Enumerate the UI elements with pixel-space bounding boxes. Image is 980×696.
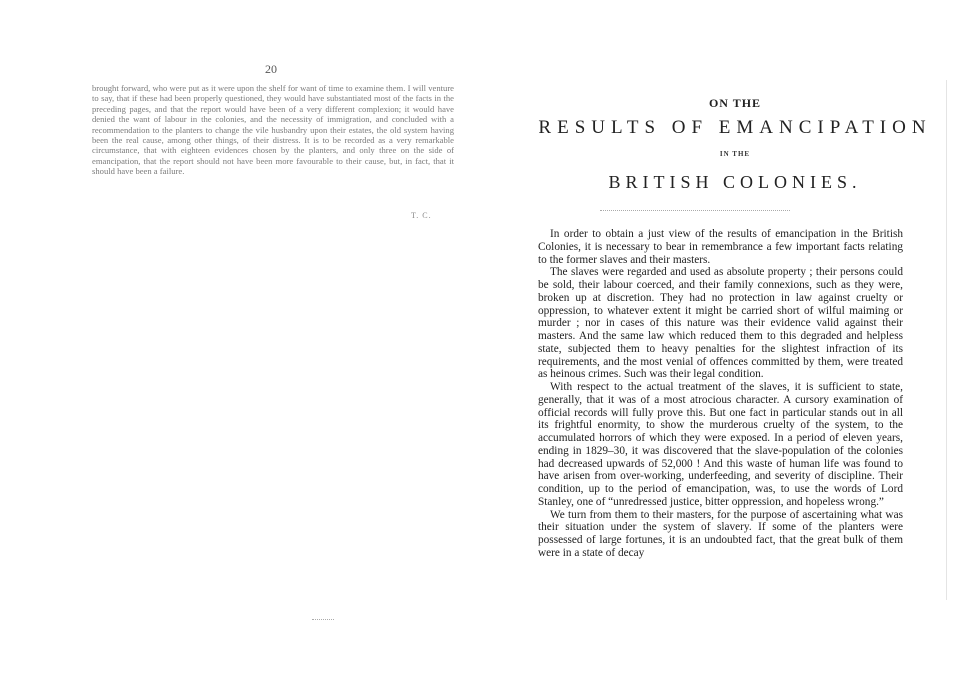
body-paragraph-3: With respect to the actual treatment of the slaves, it is sufficient to state, generally, that it was of a most atrocious character. A cursory examination of official records will fully prove this. But one fact in particular stands out in all its frightful enormity, to show the murderous cruelty of the system, to the accumulated horrors of which they were exposed. In a period of eleven years, ending in 1829–30, it was discovered that the slave-population of the colonies had decreased upwards of 52,000 ! And this waste of human life was found to have arisen from over-working, underfeeding, and severity of discipline. Their condition, up to the period of emancipation, was, to use the words of Lord Stanley, one of “unredressed justice, bitter oppression, and hopeless wrong.”	[538, 381, 903, 508]
left-page-text	[92, 83, 454, 177]
smudge-mark	[312, 619, 334, 620]
title-rule	[600, 210, 790, 211]
title-results-of-emancipation: RESULTS OF EMANCIPATION	[538, 117, 932, 138]
page-number: 20	[265, 62, 277, 76]
body-paragraph-1: In order to obtain a just view of the results of emancipation in the British Colonies, it is necessary to bear in remembrance a few important facts relating to the former slaves and their masters.	[538, 228, 903, 266]
article-body	[538, 228, 903, 560]
title-in-the: IN THE	[719, 150, 751, 158]
body-paragraph-2: The slaves were regarded and used as absolute property ; their persons could be sold, their labour coerced, and their family connexions, such as they were, broken up at discretion. They had no protection in law against cruelty or oppression, to whatever extent it might be carried short of wilful maiming or murder ; nor in cases of this nature was their evidence valid against their masters. And the same law which reduced them to this degraded and helpless state, subjected them to heavy penalties for the slightest infraction of its requirements, and the most venial of offences committed by them, were treated as heinous crimes. Such was their legal condition.	[538, 266, 903, 381]
page-edge-shadow	[946, 80, 947, 600]
left-paragraph: brought forward, who were put as it were upon the shelf for want of time to examine them. I will venture to say, that if these had been properly questioned, they would have substantiated most of the facts in the preceding pages, and that the report would have been of a very different complexion; it would have denied the want of labour in the colonies, and the necessity of immigration, and concluded with a recommendation to the planters to change the vile husbandry upon their estates, the old system having been the real cause, among other things, of their distress. It is to be recorded as a very remarkable circumstance, that with eighteen evidences chosen by the planters, and only three on the side of emancipation, that the report should not have been more favourable to their cause, but, in fact, that it should have been a failure.	[92, 83, 454, 177]
title-british-colonies: BRITISH COLONIES.	[608, 172, 862, 192]
title-on-the: ON THE	[708, 96, 762, 110]
body-paragraph-4: We turn from them to their masters, for the purpose of ascertaining what was their situation under the system of slavery. If some of the planters were possessed of large fortunes, it is an undoubted fact, that the great bulk of them were in a state of decay	[538, 508, 903, 559]
signature: T. C.	[411, 211, 432, 220]
